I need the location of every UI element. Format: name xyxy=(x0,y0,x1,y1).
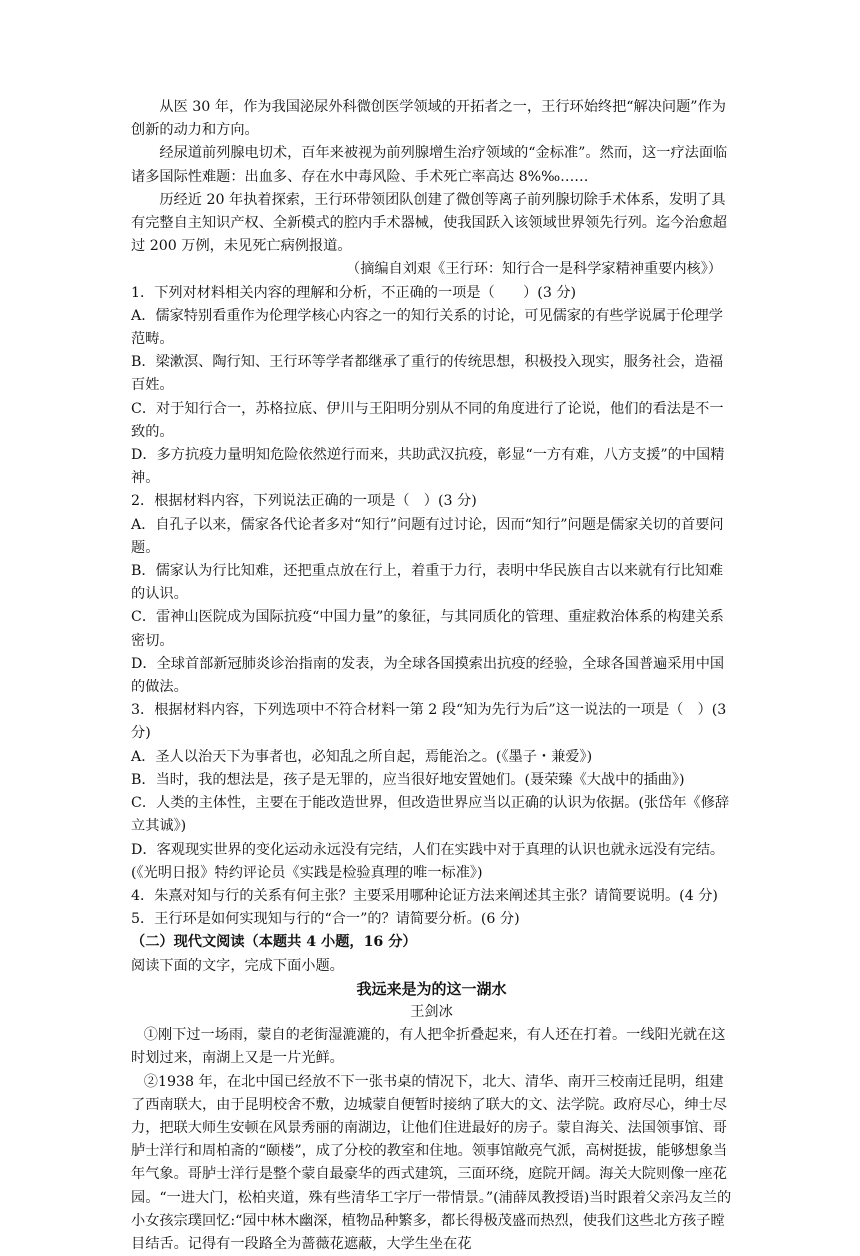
passage-paragraph-1: 从医 30 年，作为我国泌尿外科微创医学领域的开拓者之一，王行环始终把“解决问题”作为创新的动力和方向。 xyxy=(131,99,726,139)
question-stem: 3．根据材料内容，下列选项中不符合材料一第 2 段“知为先行为后”这一说法的一项是（ ）(3 分) xyxy=(131,702,727,742)
question-option: C．雷神山医院成为国际抗疫“中国力量”的象征，与其同质化的管理、重症救治体系的构建关系密切。 xyxy=(131,609,724,649)
question-option: A．圣人以治天下为事者也，必知乱之所自起，焉能治之。(《墨子・兼爱》) xyxy=(131,748,593,765)
question-stem: 2．根据材料内容，下列说法正确的一项是（ ）(3 分) xyxy=(131,493,477,510)
question-option: B．梁漱溟、陶行知、王行环等学者都继承了重行的传统思想，积极投入现实，服务社会，造福百姓。 xyxy=(131,354,724,394)
question-option: B．儒家认为行比知难，还把重点放在行上，着重于力行，表明中华民族自古以来就有行比知难的认识。 xyxy=(131,563,724,603)
article-author: 王剑冰 xyxy=(410,1003,453,1020)
passage-paragraph-3: 历经近 20 年执着探索，王行环带领团队创建了微创等离子前列腺切除手术体系，发明了具有完整自主知识产权、全新模式的腔内手术器械，使我国跃入该领域世界领先行列。迄今治愈超过 200 万例，未见死亡病例报道。 xyxy=(131,191,727,255)
question-option: A．儒家特别看重作为伦理学核心内容之一的知行关系的讨论，可见儒家的有些学说属于伦理学范畴。 xyxy=(131,307,723,348)
question-option: A．自孔子以来，儒家各代论者多对“知行”问题有过讨论，因而“知行”问题是儒家关切的首要问题。 xyxy=(131,516,724,556)
question-4: 4．朱熹对知与行的关系有何主张？主要采用哪种论证方法来阐述其主张？请简要说明。(4 分) xyxy=(131,887,718,904)
question-3 xyxy=(131,699,732,885)
question-option: D．全球首部新冠肺炎诊治指南的发表，为全球各国摸索出抗疫的经验，全球各国普遍采用中国的做法。 xyxy=(131,655,725,696)
article-paragraph-1: ①刚下过一场雨，蒙自的老街湿漉漉的，有人把伞折叠起来，有人还在打着。一线阳光就在这时划过来，南湖上又是一片光鲜。 xyxy=(131,1027,726,1067)
question-option: D．客观现实世界的变化运动永远没有完结，人们在实践中对于真理的认识也就永远没有完结。(《光明日报》特约评论员《实践是检验真理的唯一标准》) xyxy=(131,841,725,881)
article-paragraph-2: ②1938 年，在北中国已经放不下一张书桌的情况下，北大、清华、南开三校南迁昆明，组建了西南联大，由于昆明校舍不敷，边城蒙自便暂时接纳了联大的文、法学院。政府尽心，绅士尽力，把联大师生安顿在风景秀丽的南湖边，让他们住进最好的房子。蒙自海关、法国领事馆、哥胪士洋行和周柏斋的“颐楼”，成了分校的教室和住地。领事馆敞亮气派，高树挺拔，能够想象当年气象。哥胪士洋行是整个蒙自最豪华的西式建筑，三面环绕，庭院开阔。海关大院则像一座花园。“一进大门，松柏夹道，殊有些清华工字厅一带情景。”(浦薛凤教授语)当时跟着父亲冯友兰的小女孩宗璞回忆:“园中林木幽深，植物品种繁多，都长得极茂盛而热烈，使我们这些北方孩子瞠目结舌。记得有一段路全为蔷薇花遮蔽，大学生坐在花 xyxy=(131,1073,732,1252)
question-5: 5．王行环是如何实现知与行的“合一”的？请简要分析。(6 分) xyxy=(131,911,520,928)
question-option: B．当时，我的想法是，孩子是无罪的，应当很好地安置她们。(聂荣臻《大战中的插曲》) xyxy=(131,771,685,788)
question-1 xyxy=(131,282,732,491)
question-2 xyxy=(131,490,732,699)
passage-paragraph-2: 经尿道前列腺电切术，百年来被视为前列腺增生治疗领域的“金标准”。然而，这一疗法面临诸多国际性难题：出血多、存在水中毒风险、手术死亡率高达 8%‰…… xyxy=(131,145,728,185)
section-heading: （二）现代文阅读（本题共 4 小题，16 分） xyxy=(131,934,417,951)
article-title: 我远来是为的这一湖水 xyxy=(356,979,507,998)
question-option: C．人类的主体性，主要在于能改造世界，但改造世界应当以正确的认识为依据。(张岱年《修辞立其诚》) xyxy=(131,795,730,835)
passage-source: （摘编自刘艰《王行环：知行合一是科学家精神重要内核》） xyxy=(346,261,722,278)
section-instruction: 阅读下面的文字，完成下面小题。 xyxy=(131,957,344,974)
question-option: D．多方抗疫力量明知危险依然逆行而来，共助武汉抗疫，彰显“一方有难，八方支援”的中国精神。 xyxy=(131,447,725,487)
question-option: C．对于知行合一，苏格拉底、伊川与王阳明分别从不同的角度进行了论说，他们的看法是不一致的。 xyxy=(131,400,724,440)
question-stem: 1．下列对材料相关内容的理解和分析，不正确的一项是（ ）(3 分) xyxy=(131,284,577,301)
